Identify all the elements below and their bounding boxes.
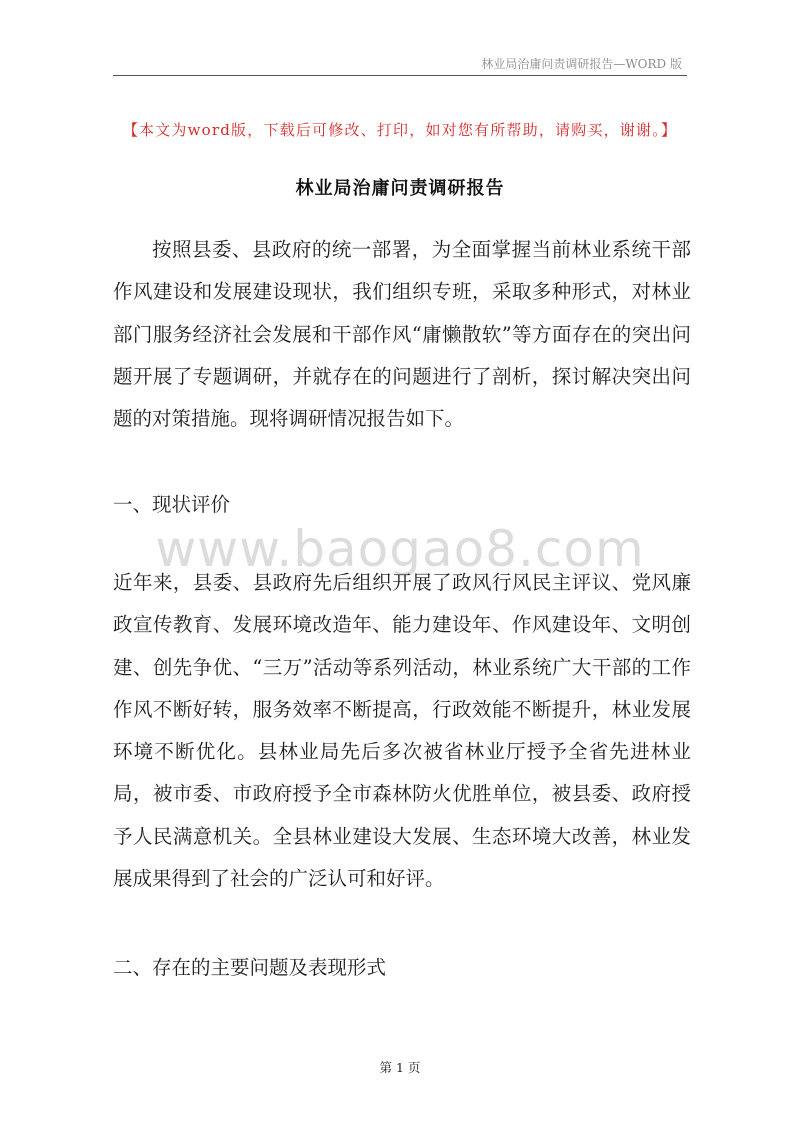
- section-heading-problems: 二、存在的主要问题及表现形式: [113, 956, 387, 979]
- watermark: www.baogao8.com: [155, 520, 645, 578]
- section-heading-status: 一、现状评价: [113, 493, 231, 516]
- document-title: 林业局治庸问责调研报告: [295, 178, 505, 199]
- header-divider: [113, 75, 687, 76]
- running-header: 林业局治庸问责调研报告—WORD 版: [481, 57, 682, 71]
- status-paragraph: 近年来，县委、县政府先后组织开展了政风行风民主评议、党风廉政宣传教育、发展环境改造年、能力建设年、作风建设年、文明创建、创先争优、“三万”活动等系列活动，林业系统广大干部的工作作风不断好转，服务效率不断提高，行政效能不断提升，林业发展环境不断优化。县林业局先后多次被省林业厅授予全省先进林业局，被市委、市政府授予全市森林防火优胜单位，被县委、政府授予人民满意机关。全县林业建设大发展、生态环境大改善，林业发展成果得到了社会的广泛认可和好评。: [113, 571, 691, 891]
- page-number: 第 1 页: [379, 1060, 421, 1075]
- intro-paragraph: 按照县委、县政府的统一部署，为全面掌握当前林业系统干部作风建设和发展建设现状，我们组织专班，采取多种形式，对林业部门服务经济社会发展和干部作风“庸懒散软”等方面存在的突出问题开展了专题调研，并就存在的问题进行了剖析，探讨解决突出问题的对策措施。现将调研情况报告如下。: [113, 238, 691, 431]
- download-notice: 【本文为word版，下载后可修改、打印，如对您有所帮助，请购买，谢谢。】: [122, 121, 678, 139]
